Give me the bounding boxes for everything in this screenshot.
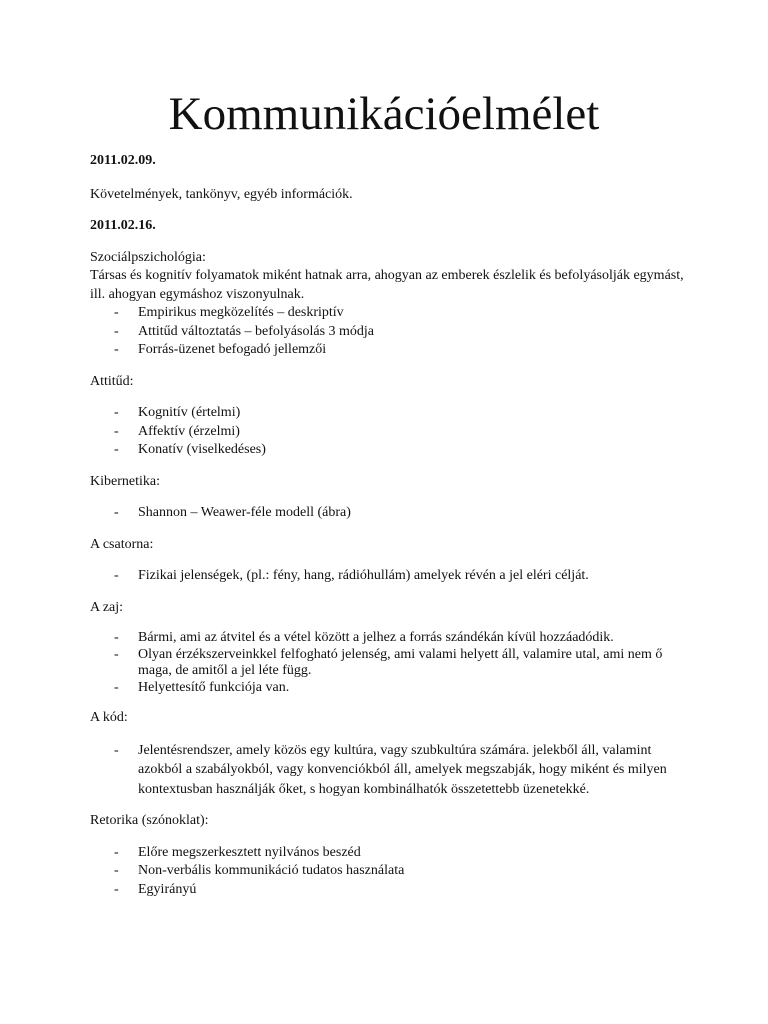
list-item-text: Bármi, ami az átvitel és a vétel között a jelhez a forrás szándékán kívül hozzáadódik. [138,630,614,645]
list-item-text: Jelentésrendszer, amely közös egy kultúra, vagy szubkultúra számára. jelekből áll, valamint azokból a szabályokból, vagy konvenciókból áll, amelyek megszabják, hogy miként és milyen kontextusban használják őket, s hogyan kombinálhatók összetettebb üzenetekké. [138,742,667,797]
dash-bullet: - [114,305,119,320]
bullet-list [90,404,690,460]
section-heading: A csatorna: [90,536,154,552]
list-item-text: Affektív (érzelmi) [138,423,240,439]
section-heading: A kód: [90,710,128,725]
list-item [90,647,690,680]
list-item-text: Előre megszerkesztett nyilvános beszéd [138,844,361,860]
list-item [90,680,690,697]
dash-bullet: - [114,844,119,860]
list-item-text: Helyettesítő funkciója van. [138,679,290,695]
list-item-text: Olyan érzékszerveinkkel felfogható jelenség, ami valami helyett áll, valamire utal, ami nem ő maga, de amitől a jel léte függ. [138,646,663,678]
list-item [90,844,690,863]
document-title: Kommunikációelmélet [168,88,600,140]
section-rhetoric [90,812,690,899]
section-attitude [90,373,690,460]
list-item-text: Empirikus megközelítés – deskriptív [138,305,344,320]
bullet-list [90,630,690,696]
list-item [90,862,690,881]
section-heading: Retorika (szónoklat): [90,813,209,828]
list-item-text: Forrás-üzenet befogadó jellemzői [138,342,327,357]
list-item [90,323,690,342]
date-heading: 2011.02.16. [90,218,156,233]
list-item-text: Konatív (viselkedéses) [138,442,266,457]
list-item-text: Egyirányú [138,881,197,897]
list-item [90,423,690,442]
section-body: Társas és kognitív folyamatok miként hatnak arra, ahogyan az emberek észlelik és befolyásolják egymást, ill. ahogyan egymáshoz viszonyulnak. [90,268,684,302]
section-heading: Szociálpszichológia: [90,249,206,265]
list-item [90,441,690,460]
list-item-text: Kognitív (értelmi) [138,405,241,420]
list-item [90,567,690,586]
dash-bullet: - [114,342,119,357]
dash-bullet: - [114,742,119,758]
list-item [90,881,690,900]
intro-text: Követelmények, tankönyv, egyéb információk. [90,186,353,202]
list-item [90,741,690,800]
section-cybernetics [90,473,690,523]
section-heading: Kibernetika: [90,473,160,489]
section-heading: Attitűd: [90,373,134,389]
dash-bullet: - [114,323,119,339]
bullet-list [90,567,690,586]
dash-bullet: - [114,568,119,583]
dash-bullet: - [114,405,119,420]
list-item [90,304,690,323]
section-code [90,709,690,799]
dash-bullet: - [114,630,119,645]
list-item [90,341,690,360]
dash-bullet: - [114,505,119,520]
dash-bullet: - [114,646,119,662]
bullet-list [90,304,690,360]
section-channel [90,536,690,586]
dash-bullet: - [114,863,119,878]
bullet-list [90,504,690,523]
section-heading: A zaj: [90,599,124,615]
list-item-text: Attitűd változtatás – befolyásolás 3 módja [138,323,375,339]
section-social-psychology [90,249,690,360]
list-item [90,504,690,523]
section-noise [90,599,690,697]
dash-bullet: - [114,442,119,457]
bullet-list [90,844,690,900]
list-item [90,630,690,647]
dash-bullet: - [114,679,119,695]
list-item-text: Fizikai jelenségek, (pl.: fény, hang, rádióhullám) amelyek révén a jel eléri célját. [138,568,589,583]
dash-bullet: - [114,423,119,439]
list-item [90,404,690,423]
document-body [90,152,690,899]
bullet-list [90,741,690,800]
dash-bullet: - [114,881,119,897]
date-heading: 2011.02.09. [90,153,156,168]
list-item-text: Non-verbális kommunikáció tudatos használata [138,863,405,878]
list-item-text: Shannon – Weawer-féle modell (ábra) [138,505,351,520]
